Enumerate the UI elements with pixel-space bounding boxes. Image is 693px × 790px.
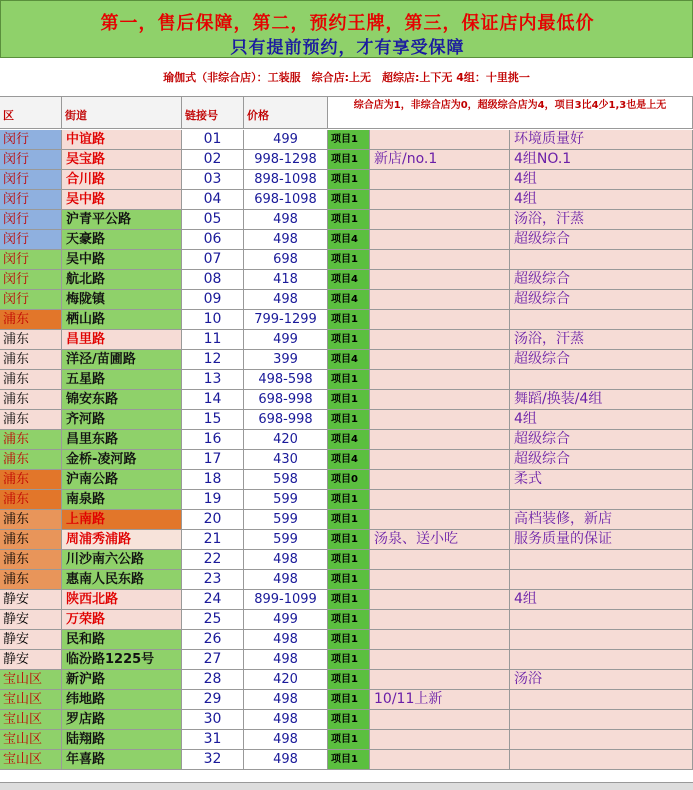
district-cell[interactable]: 闵行 [0,210,62,230]
item-cell[interactable]: 项目1 [328,210,370,230]
table-row [0,630,693,650]
price-cell[interactable]: 898-1098 [244,170,328,190]
tag-cell[interactable]: 汤浴 [510,670,693,690]
street-cell[interactable]: 新沪路 [62,670,182,690]
table-row [0,470,693,490]
street-cell[interactable]: 吴中路 [62,250,182,270]
table-row [0,570,693,590]
tag-cell[interactable]: 4组 [510,410,693,430]
street-cell[interactable]: 合川路 [62,170,182,190]
price-cell[interactable]: 498-598 [244,370,328,390]
table-row [0,550,693,570]
banner-line-1: 第一，售后保障，第二，预约王牌，第三，保证店内最低价 [100,13,595,34]
item-cell[interactable]: 项目1 [328,610,370,630]
extra-note-cell[interactable] [370,290,510,310]
header-description-label: 综合店为1，非综合店为0，超级综合店为4，项目3比4少1,3也是上无 [353,100,667,111]
extra-note-cell[interactable] [370,470,510,490]
street-cell[interactable]: 吴中路 [62,190,182,210]
banner-line-2: 只有提前预约，才有享受保障 [230,38,465,58]
extra-note-cell[interactable] [370,630,510,650]
link-number-cell[interactable]: 11 [182,330,244,350]
item-cell[interactable]: 项目1 [328,750,370,770]
tag-cell[interactable] [510,730,693,750]
district-cell[interactable]: 浦东 [0,470,62,490]
district-cell[interactable]: 静安 [0,630,62,650]
link-number-cell[interactable]: 07 [182,250,244,270]
extra-note-cell[interactable] [370,310,510,330]
item-cell[interactable]: 项目0 [328,470,370,490]
street-cell[interactable]: 昌里东路 [62,430,182,450]
item-cell[interactable]: 项目1 [328,390,370,410]
district-cell[interactable]: 浦东 [0,450,62,470]
tag-cell[interactable] [510,750,693,770]
price-cell[interactable]: 498 [244,750,328,770]
street-cell[interactable]: 锦安东路 [62,390,182,410]
district-cell[interactable]: 浦东 [0,530,62,550]
link-number-cell[interactable]: 03 [182,170,244,190]
district-cell[interactable]: 浦东 [0,570,62,590]
link-number-cell[interactable]: 18 [182,470,244,490]
tag-cell[interactable] [510,690,693,710]
district-cell[interactable]: 静安 [0,610,62,630]
header-banner [0,0,693,58]
street-cell[interactable]: 纬地路 [62,690,182,710]
extra-note-cell[interactable] [370,370,510,390]
link-number-cell[interactable]: 22 [182,550,244,570]
tag-cell[interactable] [510,310,693,330]
tag-cell[interactable]: 柔式 [510,470,693,490]
extra-note-cell[interactable] [370,230,510,250]
table-row [0,190,693,210]
tag-cell[interactable]: 汤浴，汗蒸 [510,330,693,350]
table-row [0,650,693,670]
link-number-cell[interactable]: 02 [182,150,244,170]
item-cell[interactable]: 项目4 [328,290,370,310]
street-cell[interactable]: 天豪路 [62,230,182,250]
extra-note-cell[interactable] [370,130,510,150]
street-cell[interactable]: 沪南公路 [62,470,182,490]
street-cell[interactable]: 沪青平公路 [62,210,182,230]
link-number-cell[interactable]: 30 [182,710,244,730]
item-cell[interactable]: 项目1 [328,370,370,390]
link-number-cell[interactable]: 13 [182,370,244,390]
price-cell[interactable]: 498 [244,710,328,730]
street-cell[interactable]: 齐河路 [62,410,182,430]
item-cell[interactable]: 项目1 [328,590,370,610]
item-cell[interactable]: 项目1 [328,510,370,530]
district-cell[interactable]: 闵行 [0,270,62,290]
price-cell[interactable]: 498 [244,650,328,670]
link-number-cell[interactable]: 29 [182,690,244,710]
table-row [0,330,693,350]
extra-note-cell[interactable] [370,410,510,430]
table-row [0,310,693,330]
table-row [0,350,693,370]
item-cell[interactable]: 项目1 [328,570,370,590]
link-number-cell[interactable]: 10 [182,310,244,330]
street-cell[interactable]: 年喜路 [62,750,182,770]
table-row [0,450,693,470]
district-cell[interactable]: 浦东 [0,490,62,510]
street-cell[interactable]: 梅陇镇 [62,290,182,310]
tag-cell[interactable]: 超级综合 [510,230,693,250]
link-number-cell[interactable]: 06 [182,230,244,250]
street-cell[interactable]: 临汾路1225号 [62,650,182,670]
table-row [0,530,693,550]
street-cell[interactable]: 昌里路 [62,330,182,350]
table-row [0,370,693,390]
item-cell[interactable]: 项目1 [328,670,370,690]
price-cell[interactable]: 498 [244,690,328,710]
sheet-bottom-strip [0,782,693,790]
category-note: 瑜伽式（非综合店）：工装服 综合店:上无 超综店:上下无 4组：十里挑一 [0,60,693,97]
price-cell[interactable]: 599 [244,490,328,510]
extra-note-cell[interactable] [370,250,510,270]
table-row [0,250,693,270]
header-description[interactable] [328,97,693,129]
tag-cell[interactable]: 4组NO.1 [510,150,693,170]
table-row [0,170,693,190]
tag-cell[interactable]: 4组 [510,170,693,190]
price-cell[interactable]: 499 [244,610,328,630]
extra-note-cell[interactable] [370,570,510,590]
price-cell[interactable]: 418 [244,270,328,290]
extra-note-cell[interactable] [370,490,510,510]
extra-note-cell[interactable] [370,750,510,770]
tag-cell[interactable] [510,710,693,730]
link-number-cell[interactable]: 31 [182,730,244,750]
table-row [0,730,693,750]
price-cell[interactable]: 599 [244,510,328,530]
item-cell[interactable]: 项目4 [328,270,370,290]
price-cell[interactable]: 420 [244,670,328,690]
district-cell[interactable]: 宝山区 [0,690,62,710]
price-cell[interactable]: 499 [244,330,328,350]
district-cell[interactable]: 浦东 [0,310,62,330]
link-number-cell[interactable]: 21 [182,530,244,550]
tag-cell[interactable]: 环境质量好 [510,130,693,150]
tag-cell[interactable]: 超级综合 [510,450,693,470]
table-row [0,670,693,690]
tag-cell[interactable]: 舞蹈/换装/4组 [510,390,693,410]
price-cell[interactable]: 998-1298 [244,150,328,170]
item-cell[interactable]: 项目1 [328,690,370,710]
extra-note-cell[interactable] [370,190,510,210]
district-cell[interactable]: 浦东 [0,350,62,370]
tag-cell[interactable] [510,630,693,650]
price-cell[interactable]: 598 [244,470,328,490]
district-cell[interactable]: 浦东 [0,370,62,390]
item-cell[interactable]: 项目1 [328,130,370,150]
street-cell[interactable]: 南泉路 [62,490,182,510]
link-number-cell[interactable]: 12 [182,350,244,370]
item-cell[interactable]: 项目1 [328,550,370,570]
price-cell[interactable]: 498 [244,230,328,250]
tag-cell[interactable]: 汤浴，汗蒸 [510,210,693,230]
link-number-cell[interactable]: 25 [182,610,244,630]
item-cell[interactable]: 项目1 [328,710,370,730]
extra-note-cell[interactable] [370,330,510,350]
extra-note-cell[interactable] [370,590,510,610]
tag-cell[interactable]: 超级综合 [510,350,693,370]
table-row [0,410,693,430]
item-cell[interactable]: 项目1 [328,650,370,670]
link-number-cell[interactable]: 16 [182,430,244,450]
district-cell[interactable]: 宝山区 [0,750,62,770]
header-link[interactable] [182,97,244,129]
table-body [0,130,693,770]
district-cell[interactable]: 浦东 [0,390,62,410]
price-cell[interactable]: 899-1099 [244,590,328,610]
link-number-cell[interactable]: 04 [182,190,244,210]
extra-note-cell[interactable] [370,710,510,730]
price-cell[interactable]: 499 [244,130,328,150]
price-cell[interactable]: 498 [244,730,328,750]
tag-cell[interactable]: 超级综合 [510,430,693,450]
table-row [0,270,693,290]
district-cell[interactable]: 宝山区 [0,730,62,750]
extra-note-cell[interactable] [370,450,510,470]
price-cell[interactable]: 430 [244,450,328,470]
district-cell[interactable]: 闵行 [0,170,62,190]
street-cell[interactable]: 洋泾/苗圃路 [62,350,182,370]
price-cell[interactable]: 498 [244,630,328,650]
link-number-cell[interactable]: 26 [182,630,244,650]
district-cell[interactable]: 浦东 [0,410,62,430]
extra-note-cell[interactable] [370,350,510,370]
item-cell[interactable]: 项目1 [328,530,370,550]
district-cell[interactable]: 闵行 [0,290,62,310]
street-cell[interactable]: 吴宝路 [62,150,182,170]
table-row [0,510,693,530]
price-cell[interactable]: 420 [244,430,328,450]
item-cell[interactable]: 项目4 [328,450,370,470]
district-cell[interactable]: 静安 [0,590,62,610]
street-cell[interactable]: 上南路 [62,510,182,530]
street-cell[interactable]: 陆翔路 [62,730,182,750]
item-cell[interactable]: 项目1 [328,190,370,210]
price-cell[interactable]: 498 [244,550,328,570]
link-number-cell[interactable]: 14 [182,390,244,410]
tag-cell[interactable]: 4组 [510,590,693,610]
header-price[interactable] [244,97,328,129]
header-district[interactable] [0,97,62,129]
district-cell[interactable]: 宝山区 [0,710,62,730]
table-row [0,750,693,770]
street-cell[interactable]: 民和路 [62,630,182,650]
extra-note-cell[interactable] [370,210,510,230]
extra-note-cell[interactable] [370,390,510,410]
link-number-cell[interactable]: 23 [182,570,244,590]
price-cell[interactable]: 799-1299 [244,310,328,330]
street-cell[interactable]: 川沙南六公路 [62,550,182,570]
extra-note-cell[interactable] [370,270,510,290]
price-cell[interactable]: 698-1098 [244,190,328,210]
extra-note-cell[interactable] [370,510,510,530]
extra-note-cell[interactable] [370,430,510,450]
table-row [0,230,693,250]
link-number-cell[interactable]: 20 [182,510,244,530]
table-row [0,290,693,310]
tag-cell[interactable]: 超级综合 [510,290,693,310]
district-cell[interactable]: 浦东 [0,430,62,450]
item-cell[interactable]: 项目4 [328,230,370,250]
item-cell[interactable]: 项目1 [328,170,370,190]
item-cell[interactable]: 项目1 [328,150,370,170]
link-number-cell[interactable]: 15 [182,410,244,430]
item-cell[interactable]: 项目1 [328,410,370,430]
link-number-cell[interactable]: 05 [182,210,244,230]
item-cell[interactable]: 项目4 [328,350,370,370]
street-cell[interactable]: 陕西北路 [62,590,182,610]
tag-cell[interactable]: 超级综合 [510,270,693,290]
link-number-cell[interactable]: 09 [182,290,244,310]
table-row [0,710,693,730]
extra-note-cell[interactable] [370,730,510,750]
street-cell[interactable]: 金桥-凌河路 [62,450,182,470]
price-cell[interactable]: 399 [244,350,328,370]
price-cell[interactable]: 498 [244,570,328,590]
item-cell[interactable]: 项目1 [328,310,370,330]
extra-note-cell[interactable]: 10/11上新 [370,690,510,710]
district-cell[interactable]: 浦东 [0,330,62,350]
table-row [0,390,693,410]
district-cell[interactable]: 宝山区 [0,670,62,690]
table-row [0,130,693,150]
link-number-cell[interactable]: 01 [182,130,244,150]
tag-cell[interactable]: 高档装修，新店 [510,510,693,530]
tag-cell[interactable] [510,650,693,670]
link-number-cell[interactable]: 32 [182,750,244,770]
tag-cell[interactable] [510,370,693,390]
district-cell[interactable]: 闵行 [0,130,62,150]
extra-note-cell[interactable]: 新店/no.1 [370,150,510,170]
tag-cell[interactable]: 4组 [510,190,693,210]
extra-note-cell[interactable] [370,670,510,690]
link-number-cell[interactable]: 27 [182,650,244,670]
district-cell[interactable]: 闵行 [0,250,62,270]
street-cell[interactable]: 中谊路 [62,130,182,150]
link-number-cell[interactable]: 08 [182,270,244,290]
item-cell[interactable]: 项目1 [328,630,370,650]
header-link-label: 链接号 [185,109,218,122]
price-cell[interactable]: 698 [244,250,328,270]
district-cell[interactable]: 闵行 [0,150,62,170]
link-number-cell[interactable]: 19 [182,490,244,510]
extra-note-cell[interactable] [370,550,510,570]
header-district-label: 区 [3,109,14,122]
header-street-label: 街道 [65,109,87,122]
header-street[interactable] [62,97,182,129]
street-cell[interactable]: 惠南人民东路 [62,570,182,590]
table-row [0,150,693,170]
extra-note-cell[interactable] [370,610,510,630]
price-cell[interactable]: 698-998 [244,410,328,430]
street-cell[interactable]: 航北路 [62,270,182,290]
header-price-label: 价格 [247,109,269,122]
item-cell[interactable]: 项目1 [328,330,370,350]
table-row [0,210,693,230]
district-cell[interactable]: 闵行 [0,230,62,250]
street-cell[interactable]: 万荣路 [62,610,182,630]
table-row [0,610,693,630]
district-cell[interactable]: 闵行 [0,190,62,210]
table-row [0,490,693,510]
price-cell[interactable]: 498 [244,290,328,310]
street-cell[interactable]: 周浦秀浦路 [62,530,182,550]
item-cell[interactable]: 项目1 [328,250,370,270]
tag-cell[interactable] [510,570,693,590]
link-number-cell[interactable]: 28 [182,670,244,690]
link-number-cell[interactable]: 17 [182,450,244,470]
item-cell[interactable]: 项目4 [328,430,370,450]
table-row [0,690,693,710]
street-cell[interactable]: 栖山路 [62,310,182,330]
table-row [0,590,693,610]
district-cell[interactable]: 浦东 [0,550,62,570]
extra-note-cell[interactable] [370,170,510,190]
item-cell[interactable]: 项目1 [328,730,370,750]
district-cell[interactable]: 浦东 [0,510,62,530]
district-cell[interactable]: 静安 [0,650,62,670]
tag-cell[interactable] [510,250,693,270]
street-cell[interactable]: 罗店路 [62,710,182,730]
tag-cell[interactable] [510,550,693,570]
link-number-cell[interactable]: 24 [182,590,244,610]
item-cell[interactable]: 项目1 [328,490,370,510]
extra-note-cell[interactable]: 汤泉、送小吃 [370,530,510,550]
extra-note-cell[interactable] [370,650,510,670]
price-cell[interactable]: 498 [244,210,328,230]
tag-cell[interactable] [510,610,693,630]
tag-cell[interactable] [510,490,693,510]
price-cell[interactable]: 599 [244,530,328,550]
street-cell[interactable]: 五星路 [62,370,182,390]
price-cell[interactable]: 698-998 [244,390,328,410]
table-row [0,430,693,450]
tag-cell[interactable]: 服务质量的保证 [510,530,693,550]
